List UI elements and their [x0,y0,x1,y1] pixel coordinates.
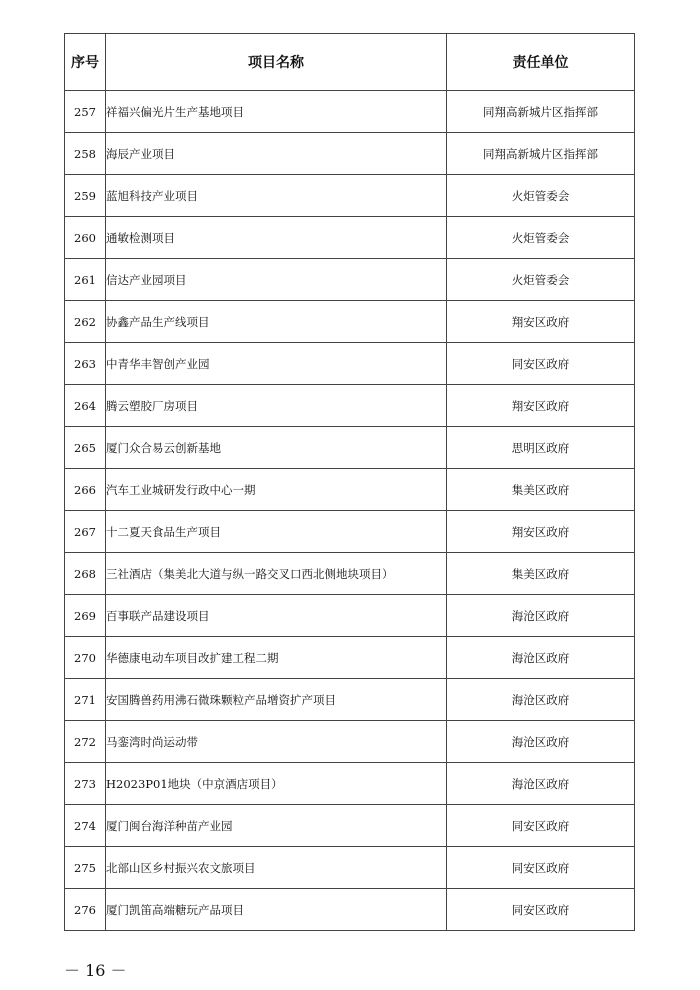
table-row [65,91,635,133]
row-index: 275 [65,847,106,889]
row-project-name: 祥福兴偏光片生产基地项目 [106,91,447,133]
row-index: 257 [65,91,106,133]
table-row [65,679,635,721]
table-header-row [65,34,635,91]
row-index: 264 [65,385,106,427]
row-project-name: 北部山区乡村振兴农文旅项目 [106,847,447,889]
row-index: 261 [65,259,106,301]
row-responsible-unit: 海沧区政府 [447,679,635,721]
row-responsible-unit: 同翔高新城片区指挥部 [447,133,635,175]
table-row [65,259,635,301]
row-project-name: 汽车工业城研发行政中心一期 [106,469,447,511]
header-responsible-unit: 责任单位 [447,34,635,91]
table-row [65,385,635,427]
page-number: － 16 － [64,961,127,980]
row-project-name: 华德康电动车项目改扩建工程二期 [106,637,447,679]
row-responsible-unit: 海沧区政府 [447,595,635,637]
row-project-name: 三社酒店（集美北大道与纵一路交叉口西北侧地块项目） [106,553,447,595]
row-project-name: 厦门众合易云创新基地 [106,427,447,469]
row-project-name: 厦门闽台海洋种苗产业园 [106,805,447,847]
row-index: 271 [65,679,106,721]
row-project-name: 中青华丰智创产业园 [106,343,447,385]
row-project-name: 协鑫产品生产线项目 [106,301,447,343]
row-responsible-unit: 翔安区政府 [447,385,635,427]
row-project-name: 海辰产业项目 [106,133,447,175]
row-index: 276 [65,889,106,931]
row-project-name: 信达产业园项目 [106,259,447,301]
table-row [65,217,635,259]
row-project-name: 安国腾兽药用沸石微珠颗粒产品增资扩产项目 [106,679,447,721]
row-project-name: 通敏检测项目 [106,217,447,259]
row-responsible-unit: 翔安区政府 [447,511,635,553]
row-index: 267 [65,511,106,553]
row-project-name: 马銮湾时尚运动带 [106,721,447,763]
row-responsible-unit: 同安区政府 [447,343,635,385]
row-index: 262 [65,301,106,343]
table-row [65,469,635,511]
table-row [65,511,635,553]
row-project-name: H2023P01地块（中京酒店项目） [106,763,447,805]
row-responsible-unit: 翔安区政府 [447,301,635,343]
row-index: 274 [65,805,106,847]
row-index: 265 [65,427,106,469]
row-project-name: 腾云塑胶厂房项目 [106,385,447,427]
row-responsible-unit: 集美区政府 [447,553,635,595]
header-index: 序号 [65,34,106,91]
row-index: 258 [65,133,106,175]
project-table [64,33,635,931]
row-responsible-unit: 集美区政府 [447,469,635,511]
row-responsible-unit: 同安区政府 [447,805,635,847]
row-responsible-unit: 同安区政府 [447,847,635,889]
row-responsible-unit: 思明区政府 [447,427,635,469]
table-row [65,637,635,679]
table-row [65,805,635,847]
table-row [65,763,635,805]
row-project-name: 百事联产品建设项目 [106,595,447,637]
row-index: 266 [65,469,106,511]
row-index: 272 [65,721,106,763]
table-row [65,889,635,931]
row-index: 260 [65,217,106,259]
row-responsible-unit: 火炬管委会 [447,217,635,259]
row-project-name: 蓝旭科技产业项目 [106,175,447,217]
row-responsible-unit: 海沧区政府 [447,637,635,679]
row-index: 269 [65,595,106,637]
row-responsible-unit: 海沧区政府 [447,721,635,763]
row-index: 273 [65,763,106,805]
row-index: 268 [65,553,106,595]
row-project-name: 厦门凯笛高端糖玩产品项目 [106,889,447,931]
table-row [65,133,635,175]
table-row [65,595,635,637]
row-responsible-unit: 火炬管委会 [447,259,635,301]
table-row [65,847,635,889]
row-index: 259 [65,175,106,217]
row-index: 270 [65,637,106,679]
row-responsible-unit: 同安区政府 [447,889,635,931]
table-row [65,343,635,385]
row-responsible-unit: 火炬管委会 [447,175,635,217]
header-project-name: 项目名称 [106,34,447,91]
row-responsible-unit: 同翔高新城片区指挥部 [447,91,635,133]
row-responsible-unit: 海沧区政府 [447,763,635,805]
table-row [65,721,635,763]
table-row [65,175,635,217]
table-row [65,427,635,469]
table-row [65,301,635,343]
table-row [65,553,635,595]
row-index: 263 [65,343,106,385]
row-project-name: 十二夏天食品生产项目 [106,511,447,553]
